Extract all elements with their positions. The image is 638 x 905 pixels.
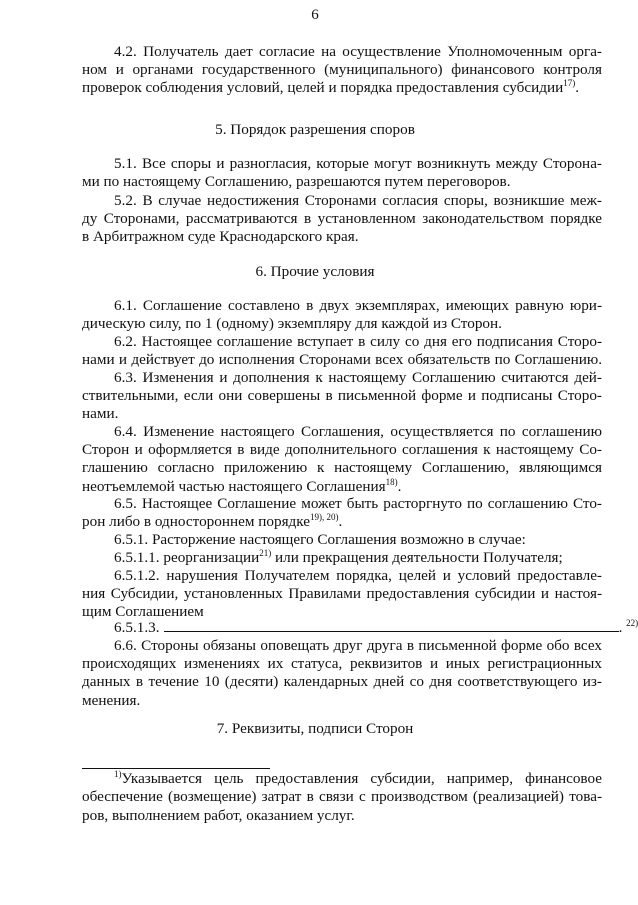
text-line: 6.3. Изменения и дополнения к настоящему Соглашению считаются дей- (114, 369, 602, 386)
paragraph-6-5 (82, 495, 602, 531)
paragraph-6-5-1-1 (82, 549, 602, 567)
paragraph-5-2 (82, 192, 602, 247)
text-line: ном и органами государственного (муниципального) финансового контроля (82, 61, 602, 79)
paragraph-4-2 (82, 43, 602, 98)
text-line: в Арбитражном суде Краснодарского края. (82, 228, 359, 246)
paragraph-6-2 (82, 333, 602, 369)
section-heading-6: 6. Прочие условия (255, 263, 375, 280)
text-line: 4.2. Получатель дает согласие на осуществление Уполномоченным орга- (114, 43, 602, 60)
fill-in-blank-line (164, 618, 619, 632)
text-line: нами. (82, 405, 119, 423)
footnote-ref: 19), 20) (310, 512, 339, 523)
text-line: ми по настоящему Соглашению, разрешаются путем переговоров. (82, 173, 511, 191)
text-line: обеспечение (возмещение) затрат в связи с производством (реализацией) това- (82, 788, 602, 806)
text-line: 6.5.1. Расторжение настоящего Соглашения возможно в случае: (114, 531, 526, 548)
paragraph-6-5-1 (82, 531, 602, 549)
footnote (82, 770, 602, 825)
text-line: 6.6. Стороны обязаны оповещать друг друга в письменной форме обо всех (114, 637, 602, 654)
paragraph-6-1 (82, 297, 602, 333)
paragraph-6-5-1-3 (82, 617, 638, 637)
text-line: 6.5.1.1. реорганизации$^{21)}$ или прекращения деятельности Получателя; (114, 547, 563, 566)
footnote-ref: 21) (259, 547, 272, 558)
paragraph-6-6 (82, 637, 602, 710)
text-line: ров, выполнением работ, оказанием услуг. (82, 806, 355, 824)
text-line: Сторон и оформляется в виде дополнительного соглашения к настоящему Со- (82, 441, 602, 459)
footnote-ref: 22) (626, 617, 638, 628)
text-line: ния Субсидии, установленных Правилами предоставления субсидии и настоя- (82, 585, 602, 603)
footnote-ref: 17) (563, 78, 576, 89)
text-line: 6.5.1.2. нарушения Получателем порядка, целей и условий предоставле- (114, 567, 602, 584)
paragraph-5-1 (82, 155, 602, 191)
text-line: $^{1)}$Указывается цель предоставления субсидии, например, финансовое (114, 768, 602, 787)
text-line: 6.5. Настоящее Соглашение может быть расторгнуто по соглашению Сто- (114, 495, 602, 512)
text-line: рон либо в одностороннем порядке$^{19), 20)}$. (82, 512, 343, 531)
text-line: 5.1. Все споры и разногласия, которые могут возникнуть между Сторона- (114, 155, 602, 172)
text-line: щим Соглашением (82, 603, 204, 621)
text-line: происходящих изменениях их статуса, реквизитов и иных регистрационных (82, 655, 602, 673)
text-line: ду Сторонами, рассматриваются в установленном законодательством порядке (82, 210, 602, 228)
text-line: 6.4. Изменение настоящего Соглашения, осуществляется по соглашению (114, 423, 602, 440)
text-line: неотъемлемой частью настоящего Соглашения$^{18)}$. (82, 476, 402, 495)
text-line: 5.2. В случае недостижения Сторонами согласия споры, возникшие меж- (114, 192, 602, 209)
text-line: менения. (82, 691, 141, 709)
text-line: данных в течение 10 (десяти) календарных дней со дня соответствующего из- (82, 673, 602, 691)
paragraph-6-4 (82, 423, 602, 496)
section-heading-7: 7. Реквизиты, подписи Сторон (216, 720, 414, 737)
text-line: 6.2. Настоящее соглашение вступает в силу со дня его подписания Сторо- (114, 333, 602, 350)
text-line: 6.5.1.3. . $^{22)}$ (114, 617, 638, 636)
text-line: глашению согласно приложению к настоящему Соглашению, являющимся (82, 459, 602, 477)
footnote-separator (82, 768, 270, 769)
text-line: нами и действует до исполнения Сторонами всех обязательств по Соглашению. (82, 351, 602, 369)
footnote-ref: 18) (385, 476, 398, 487)
text-line: проверок соблюдения условий, целей и порядка предоставления субсидии$^{17)}$. (82, 78, 580, 97)
text-line: ствительными, если они совершены в письменной форме и подписаны Сторо- (82, 387, 602, 405)
text-line: 6.1. Соглашение составлено в двух экземплярах, имеющих равную юри- (114, 297, 602, 314)
footnote-marker: 1) (114, 768, 122, 779)
paragraph-6-3 (82, 369, 602, 424)
paragraph-6-5-1-2 (82, 567, 602, 622)
text-line: дическую силу, по 1 (одному) экземпляру для каждой из Сторон. (82, 315, 502, 333)
section-heading-5: 5. Порядок разрешения споров (215, 121, 415, 138)
page-number: 6 (311, 7, 319, 23)
